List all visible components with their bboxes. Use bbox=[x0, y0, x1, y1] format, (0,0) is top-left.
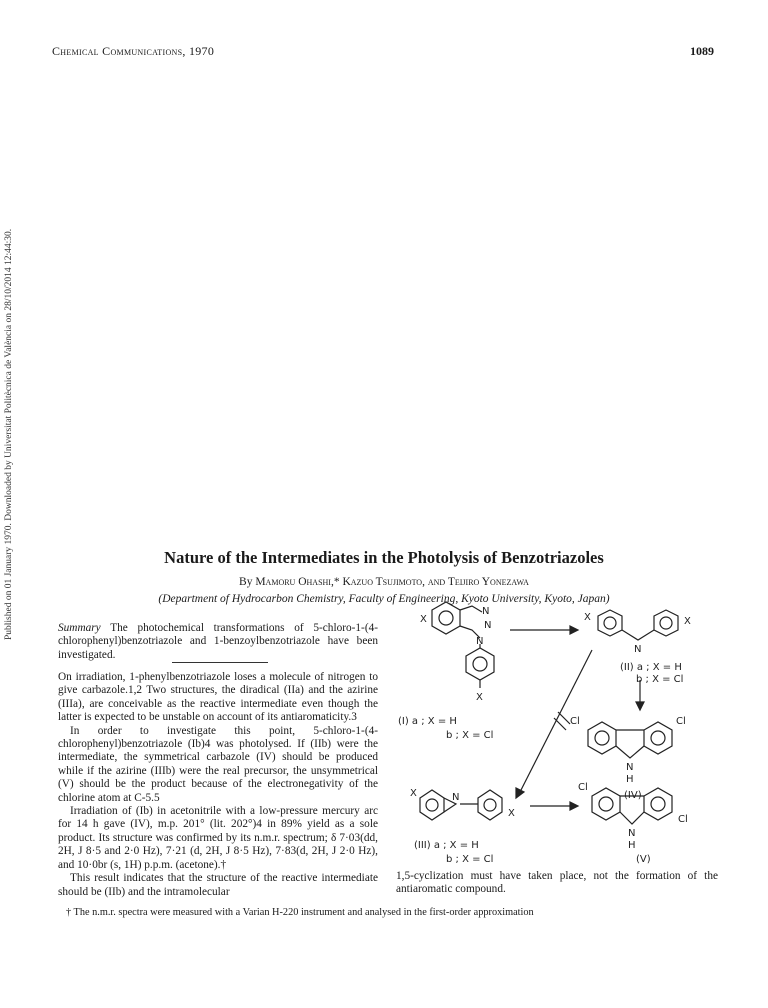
phenyl-ring-I bbox=[466, 648, 494, 680]
ring-III-right bbox=[478, 790, 502, 820]
label-x-III-right: X bbox=[508, 808, 515, 819]
label-x-I-para: X bbox=[476, 692, 483, 703]
summary-label: Summary bbox=[58, 622, 101, 634]
label-II-a: (II) a ; X = H bbox=[620, 662, 682, 673]
body-text bbox=[58, 671, 378, 899]
label-n-IV: N bbox=[626, 762, 634, 773]
label-cl-IV-left: Cl bbox=[570, 716, 580, 727]
article-title: Nature of the Intermediates in the Photolysis of Benzotriazoles bbox=[164, 548, 604, 567]
ring-II-left bbox=[598, 610, 622, 636]
paragraph-3: Irradiation of (Ib) in acetonitrile with a low-pressure mercury arc for 14 h gave (IV), m.p. 201° (lit. 202°)4 in 89% yield as a sole product. Its structure was confirmed by its n.m.r. spectrum; δ 7·03(dd, 2H, J 8·5 and 2·0 Hz), 7·21 (d, 2H, J 8·5 Hz), 7·83(d, 2H, J 2·0 Hz), and 10·0br (s, 1H) p.p.m. (acetone).† bbox=[58, 805, 378, 871]
label-n2: N bbox=[484, 620, 492, 631]
paragraph-1: On irradiation, 1-phenylbenzotriazole loses a molecule of nitrogen to give carbazole.1,2 Two structures, the diradical (IIa) and the azirine (IIIa), are conceivable as the reactive intermediate even though the latter is expected to be unstable on account of its antiaromaticity.3 bbox=[58, 671, 378, 724]
footnote: † The n.m.r. spectra were measured with a Varian H-220 instrument and analysed in the first-order approximation bbox=[66, 907, 534, 918]
ring-IV-left bbox=[588, 722, 616, 754]
label-cl-V-left: Cl bbox=[578, 782, 588, 793]
label-II-b: b ; X = Cl bbox=[636, 674, 684, 685]
ring-II-right bbox=[654, 610, 678, 636]
benzene-ring-I bbox=[432, 602, 460, 634]
paragraph-2: In order to investigate this point, 5-chloro-1-(4-chlorophenyl)benzotriazole (Ib)4 was photolysed. If (IIb) were the intermediate, the symmetrical carbazole (IV) should be produced while if the azirine (IIIb) were the real precursor, the unsymmetrical (V) should be the product because of the electronegativity of the chlorine atom at C-5.5 bbox=[58, 724, 378, 804]
journal-header: Chemical Communications, 1970 bbox=[52, 44, 215, 58]
summary-text: The photochemical transformations of 5-chloro-1-(4-chlorophenyl)benzotriazole and 1-benzoylbenzotriazole have been investigated. bbox=[58, 622, 378, 661]
ring-V-right bbox=[644, 788, 672, 820]
paragraph-4: This result indicates that the structure of the reactive intermediate should be (IIb) and the intramolecular bbox=[58, 872, 378, 898]
label-n3: N bbox=[476, 636, 484, 647]
label-x-II-right: X bbox=[684, 616, 691, 627]
label-h-V: H bbox=[628, 840, 636, 851]
label-III-b: b ; X = Cl bbox=[446, 854, 494, 865]
label-V: (V) bbox=[636, 854, 651, 865]
label-n-II: N bbox=[634, 644, 642, 655]
label-x-II-left: X bbox=[584, 612, 591, 623]
summary bbox=[58, 622, 378, 662]
label-x-III-left: X bbox=[410, 788, 417, 799]
label-cl-IV-right: Cl bbox=[676, 716, 686, 727]
ring-III-left bbox=[420, 790, 444, 820]
download-sidebar-note: Published on 01 January 1970. Downloaded by Universitat Politècnica de València on 28/10/2014 12:44:30. bbox=[4, 228, 14, 640]
label-I-a: (I) a ; X = H bbox=[398, 716, 457, 727]
label-III-a: (III) a ; X = H bbox=[414, 840, 479, 851]
byline-prefix: By bbox=[239, 576, 256, 588]
label-n1: N bbox=[482, 606, 490, 617]
continuation-text: 1,5-cyclization must have taken place, not the formation of the antiaromatic compound. bbox=[396, 870, 718, 896]
affiliation: (Department of Hydrocarbon Chemistry, Faculty of Engineering, Kyoto University, Kyoto, Japan) bbox=[158, 593, 610, 605]
label-I-b: b ; X = Cl bbox=[446, 730, 494, 741]
ring-V-left bbox=[592, 788, 620, 820]
ring-IV-right bbox=[644, 722, 672, 754]
reaction-scheme bbox=[380, 600, 725, 870]
label-h-IV: H bbox=[626, 774, 634, 785]
author-line bbox=[0, 576, 768, 588]
section-rule bbox=[172, 662, 268, 663]
label-n-III: N bbox=[452, 792, 460, 803]
page-number: 1089 bbox=[690, 44, 714, 58]
label-n-V: N bbox=[628, 828, 636, 839]
label-cl-V-right: Cl bbox=[678, 814, 688, 825]
label-IV: (IV) bbox=[624, 790, 642, 801]
author-names: Mamoru Ohashi,* Kazuo Tsujimoto, and Teijiro Yonezawa bbox=[255, 576, 529, 588]
label-x-I: X bbox=[420, 614, 427, 625]
